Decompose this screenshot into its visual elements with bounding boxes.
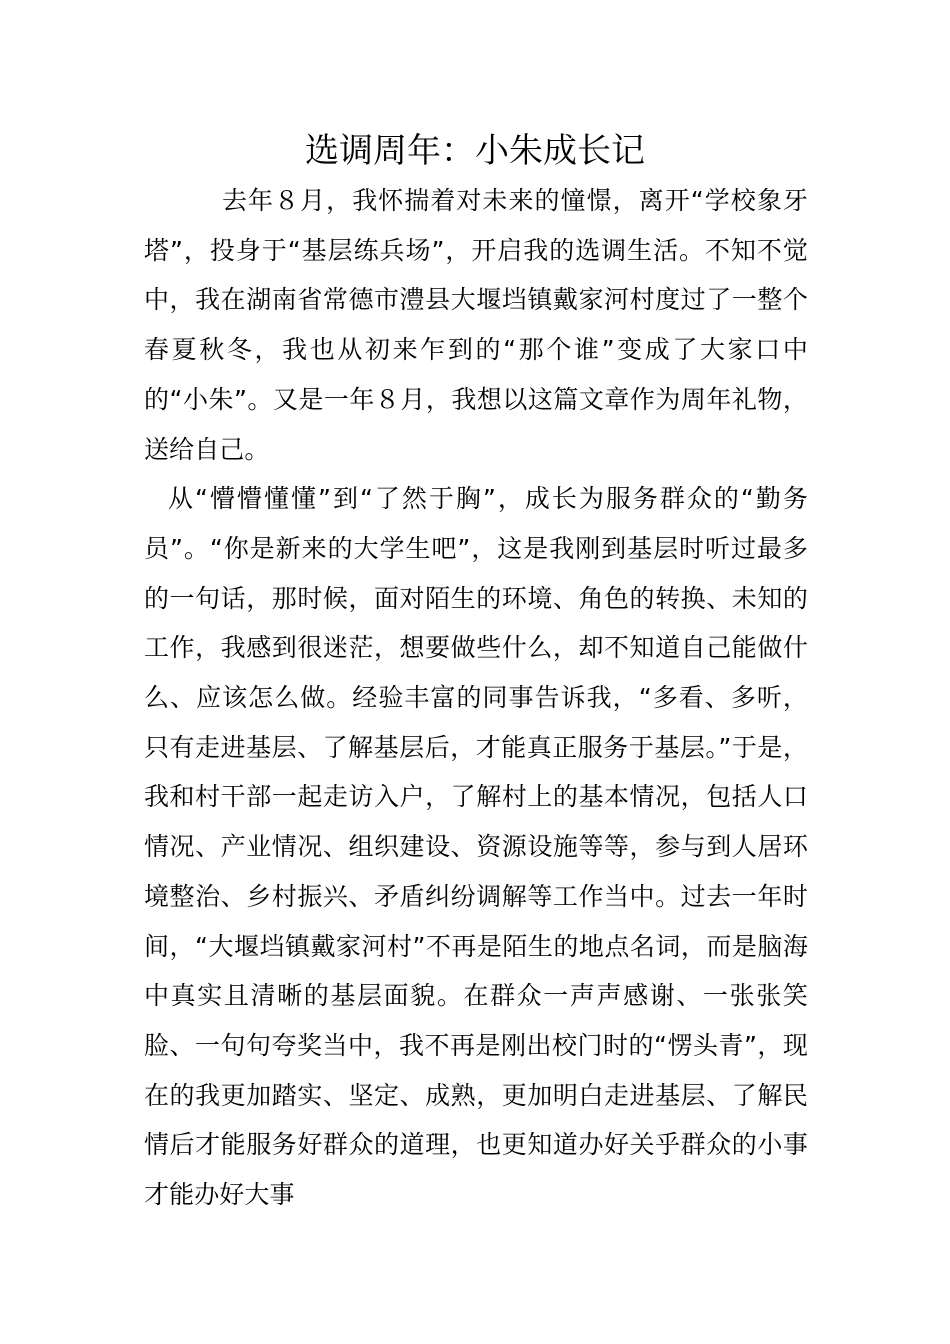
document-body (144, 176, 808, 1220)
paragraph-growth: 从“懵懵懂懂”到“了然于胸”，成长为服务群众的“勤务员”。“你是新来的大学生吧”，这是我刚到基层时听过最多的一句话，那时候，面对陌生的环境、角色的转换、未知的工作，我感到很迷茫，想要做些什么，却不知道自己能做什么、应该怎么做。经验丰富的同事告诉我，“多看、多听，只有走进基层、了解基层后，才能真正服务于基层。”于是，我和村干部一起走访入户，了解村上的基本情况，包括人口情况、产业情况、组织建设、资源设施等等，参与到人居环境整治、乡村振兴、矛盾纠纷调解等工作当中。过去一年时间，“大堰垱镇戴家河村”不再是陌生的地点名词，而是脑海中真实且清晰的基层面貌。在群众一声声感谢、一张张笑脸、一句句夸奖当中，我不再是刚出校门时的“愣头青”，现在的我更加踏实、坚定、成熟，更加明白走进基层、了解民情后才能服务好群众的道理，也更知道办好关乎群众的小事才能办好大事 (144, 484, 808, 1210)
document-title: 选调周年：小朱成长记 (305, 131, 645, 171)
paragraph-intro: 去年８月，我怀揣着对未来的憧憬，离开“学校象牙塔”，投身于“基层练兵场”，开启我的选调生活。不知不觉中，我在湖南省常德市澧县大堰垱镇戴家河村度过了一整个春夏秋冬，我也从初来乍到的“那个谁”变成了大家口中的“小朱”。又是一年８月，我想以这篇文章作为周年礼物，送给自己。 (144, 186, 808, 464)
